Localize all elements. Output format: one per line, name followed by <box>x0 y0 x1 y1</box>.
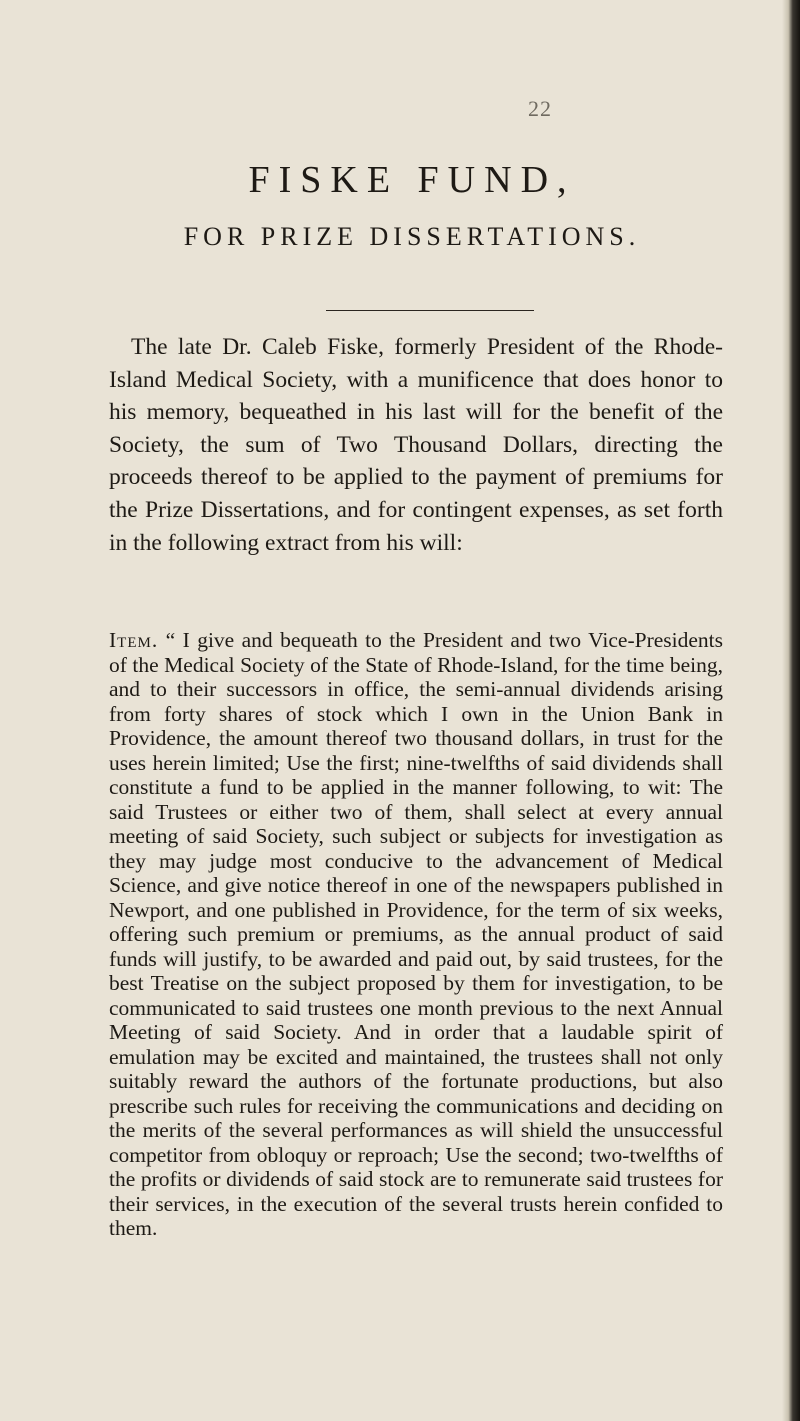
will-extract-text: “ I give and bequeath to the President and two Vice-Presidents of the Medical Society of the State of Rhode-Island, for the time being, and to their successors in office, the semi-annual dividends arising from forty shares of stock which I own in the Union Bank in Providence, the amount thereof two thousand dollars, in trust for the uses herein limited; Use the first; nine-twelfths of said dividends shall constitute a fund to be applied in the manner following, to wit: The said Trustees or either two of them, shall select at every annual meeting of said Society, such subject or subjects for investigation as they may judge most conducive to the advancement of Medical Science, and give notice thereof in one of the newspapers published in Newport, and one published in Providence, for the term of six weeks, offering such premium or premiums, as the annual product of said funds will justify, to be awarded and paid out, by said trustees, for the best Treatise on the subject proposed by them for investigation, to be communicated to said trustees one month previous to the next Annual Meeting of said Society. And in order that a laudable spirit of emulation may be excited and maintained, the trustees shall not only suitably reward the authors of the fortunate productions, but also prescribe such rules for receiving the communications and deciding on the merits of the several performances as will shield the unsuccessful competitor from obloquy or reproach; Use the second; two-twelfths of the profits or dividends of said stock are to remunerate said trustees for their services, in the execution of the several trusts herein confided to them. <box>109 628 723 1240</box>
divider-rule <box>326 310 534 311</box>
item-label: Item. <box>109 628 159 652</box>
page-subtitle: FOR PRIZE DISSERTATIONS. <box>183 222 641 251</box>
page-number: 22 <box>528 96 552 121</box>
page-title: FISKE FUND, <box>248 159 576 201</box>
page-edge-shadow <box>782 0 800 1421</box>
will-extract-paragraph <box>109 628 723 1241</box>
intro-paragraph: The late Dr. Caleb Fiske, formerly President of the Rhode-Island Medical Society, with a munificence that does honor to his memory, bequeathed in his last will for the benefit of the Society, the sum of Two Thousand Dollars, directing the proceeds thereof to be applied to the payment of premiums for the Prize Dissertations, and for contingent expenses, as set forth in the following extract from his will: <box>109 334 723 556</box>
